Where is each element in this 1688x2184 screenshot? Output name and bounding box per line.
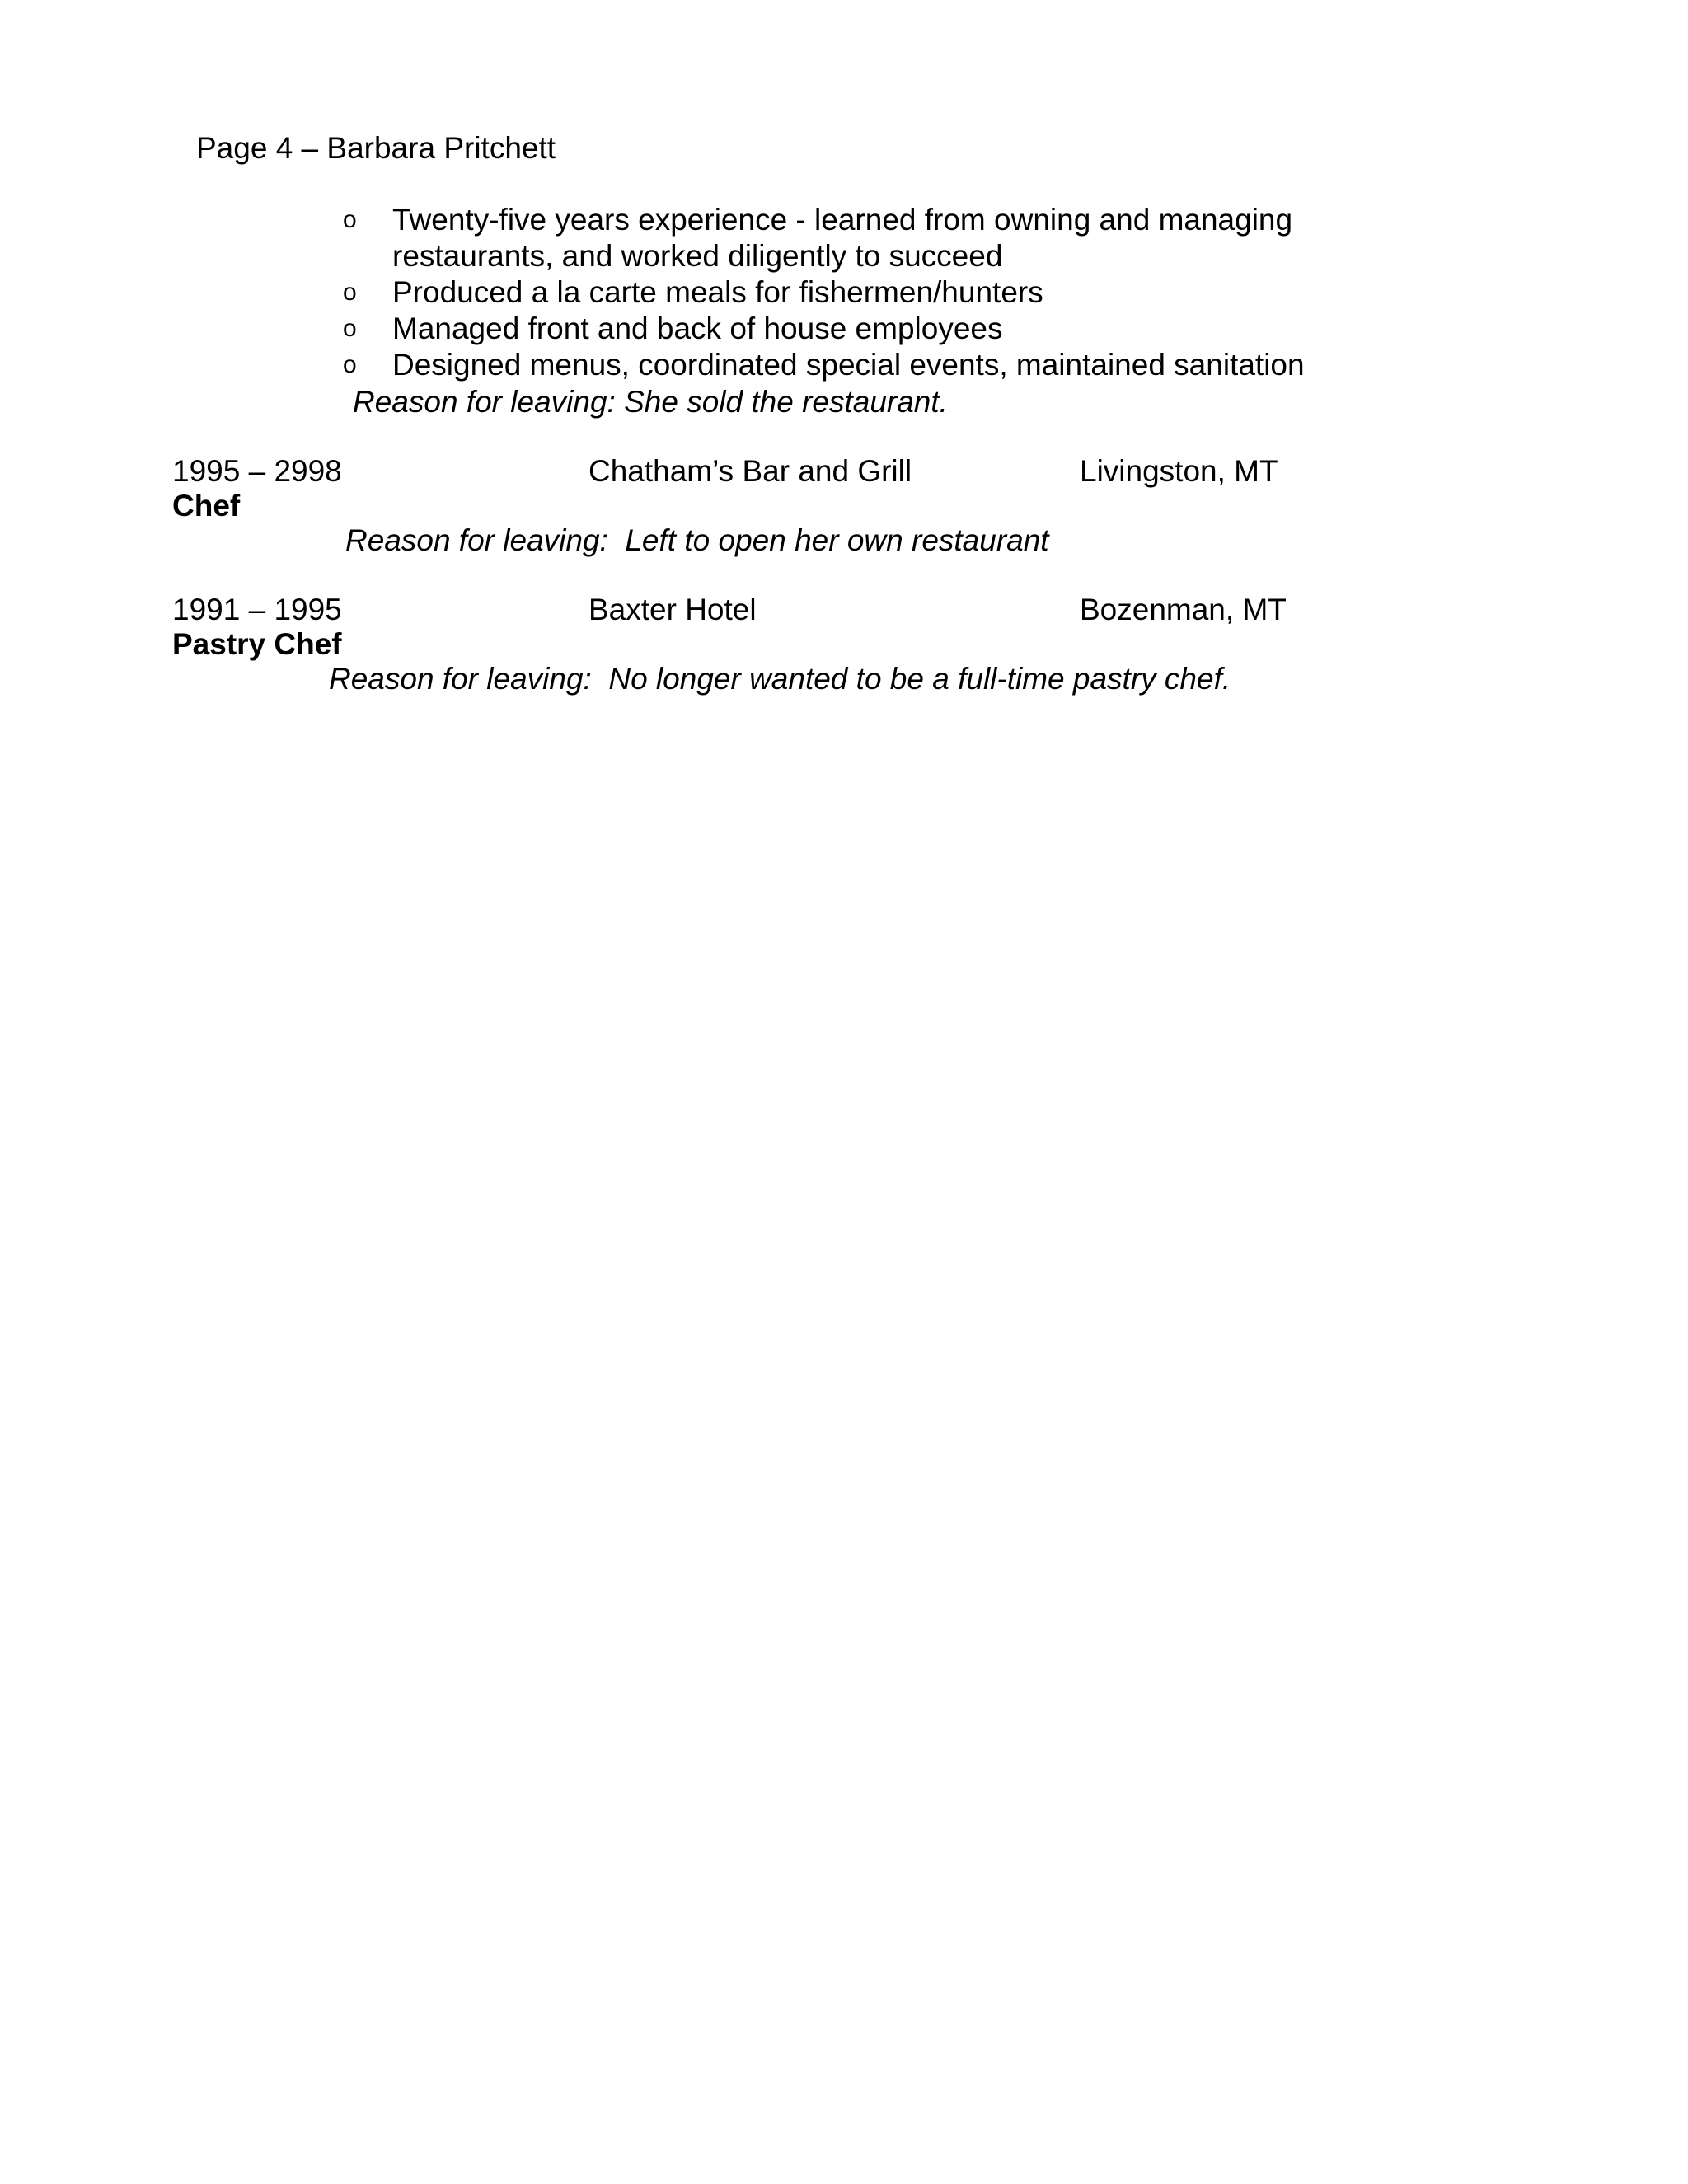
reason-for-leaving: Reason for leaving: Left to open her own restaurant (345, 523, 1049, 557)
job-entry-row (0, 592, 1688, 628)
job-title: Pastry Chef (172, 627, 342, 661)
duty-item (343, 347, 1340, 383)
job-title: Chef (172, 489, 241, 523)
bullet-circle-icon: o (343, 351, 357, 378)
duty-item (343, 274, 1340, 311)
bullet-circle-icon: o (343, 279, 357, 306)
job-location: Bozenman, MT (1080, 593, 1287, 626)
reason-for-leaving: Reason for leaving: She sold the restaurant. (353, 385, 948, 419)
page-header: Page 4 – Barbara Pritchett (196, 131, 556, 165)
duties-list (343, 202, 1340, 383)
job-employer: Chatham’s Bar and Grill (588, 454, 912, 488)
bullet-circle-icon: o (343, 206, 357, 233)
bullet-circle-icon: o (343, 315, 357, 342)
job-dates: 1991 – 1995 (172, 593, 342, 626)
duty-text: Twenty-five years experience - learned from owning and managing restaurants, and worked diligently to succeed (392, 203, 1293, 273)
job-employer: Baxter Hotel (588, 593, 757, 626)
job-location: Livingston, MT (1080, 454, 1278, 488)
reason-for-leaving: Reason for leaving: No longer wanted to be a full-time pastry chef. (329, 662, 1231, 696)
duty-text: Managed front and back of house employees (392, 312, 1003, 345)
duty-text: Designed menus, coordinated special events, maintained sanitation (392, 348, 1305, 382)
duty-item (343, 311, 1340, 347)
job-entry-row (0, 453, 1688, 490)
duty-item (343, 202, 1340, 274)
job-dates: 1995 – 2998 (172, 454, 342, 488)
duty-text: Produced a la carte meals for fishermen/hunters (392, 275, 1043, 309)
